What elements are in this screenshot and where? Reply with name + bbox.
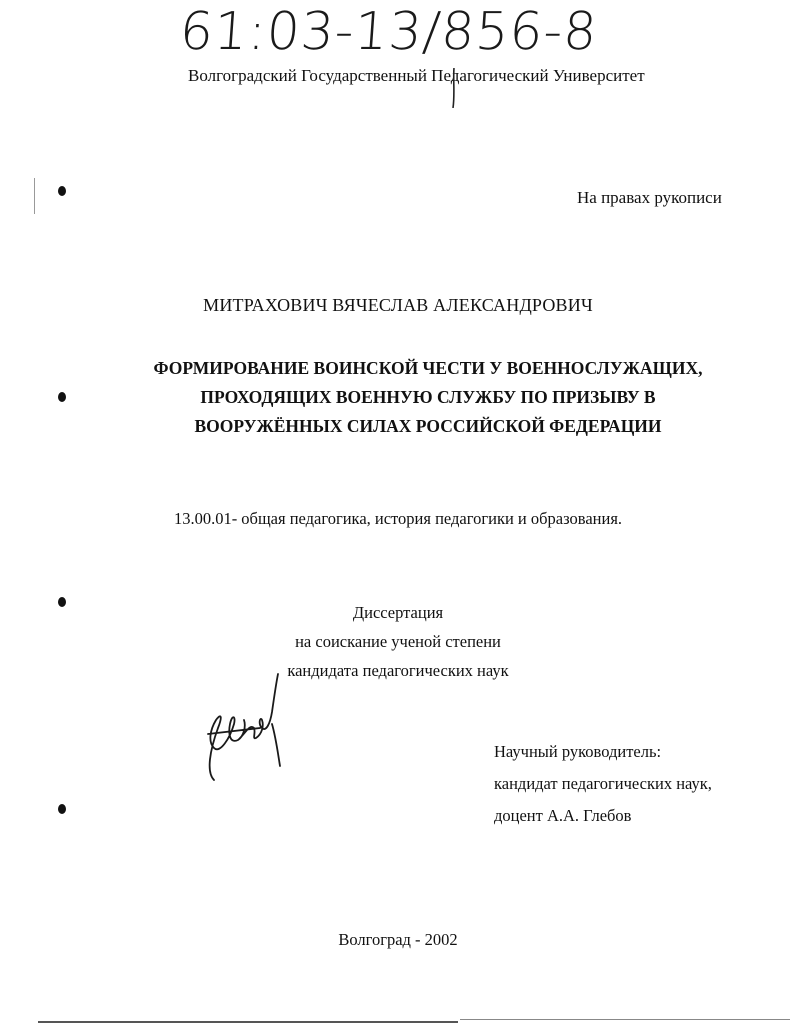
binding-hole-mark [58, 804, 66, 814]
supervisor-line: Научный руководитель: [494, 742, 662, 761]
city-and-year: Волгоград - 2002 [338, 930, 458, 949]
degree-line: Диссертация [352, 603, 444, 622]
author-name: МИТРАХОВИЧ ВЯЧЕСЛАВ АЛЕКСАНДРОВИЧ [203, 295, 593, 315]
degree-line: кандидата педагогических наук [287, 661, 509, 680]
binding-hole-mark [58, 392, 66, 402]
thesis-title-line: ВООРУЖЁННЫХ СИЛАХ РОССИЙСКОЙ ФЕДЕРАЦИИ [194, 416, 662, 436]
scan-edge-line [460, 1019, 790, 1020]
author-signature [200, 668, 290, 788]
degree-statement [0, 598, 796, 685]
supervisor-line: доцент А.А. Глебов [494, 806, 632, 825]
thesis-title-line: ФОРМИРОВАНИЕ ВОИНСКОЙ ЧЕСТИ У ВОЕННОСЛУЖАЩИХ, [153, 358, 703, 378]
pen-stroke-overlay [447, 68, 461, 108]
handwritten-archive-code: 61:03-13/856-8 [177, 2, 600, 62]
scan-edge-line [34, 178, 35, 214]
manuscript-rights-note: На правах рукописи [577, 188, 722, 207]
specialty-code: 13.00.01- общая педагогика, история педагогики и образования. [173, 509, 623, 528]
scan-edge-line [38, 1021, 458, 1023]
supervisor-line: кандидат педагогических наук, [494, 774, 712, 793]
thesis-title [120, 354, 736, 441]
degree-line: на соискание ученой степени [295, 632, 501, 651]
binding-hole-mark [58, 597, 66, 607]
binding-hole-mark [58, 186, 66, 196]
university-name: Волгоградский Государственный Педагогический Университет [188, 66, 645, 85]
scientific-supervisor [494, 736, 712, 832]
thesis-title-line: ПРОХОДЯЩИХ ВОЕННУЮ СЛУЖБУ ПО ПРИЗЫВУ В [200, 387, 656, 407]
